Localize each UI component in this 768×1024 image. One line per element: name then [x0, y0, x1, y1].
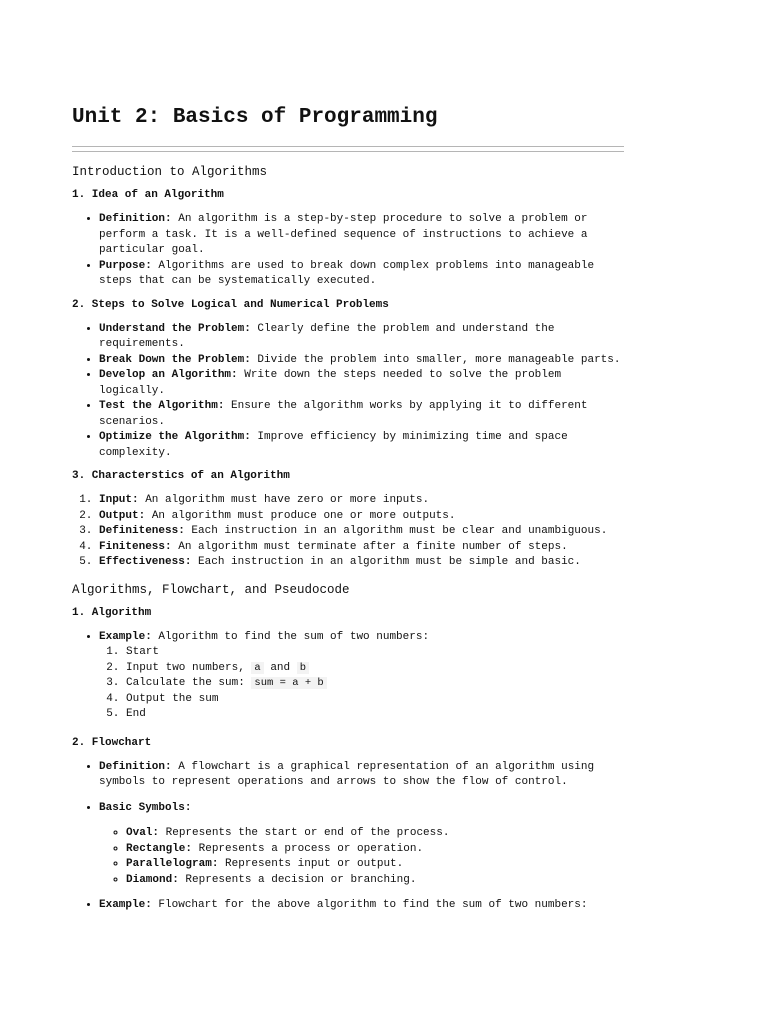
- title-divider-bottom: [72, 151, 624, 152]
- symbols-list: [99, 826, 624, 888]
- item-text: Algorithm to find the sum of two numbers:: [151, 630, 430, 643]
- item-text: Algorithms are used to break down complex problems into manageable steps that can be systematically executed.: [99, 259, 595, 287]
- item-term: Effectiveness:: [99, 556, 192, 568]
- list-item: [99, 368, 624, 399]
- item-text: An algorithm must terminate after a finite number of steps.: [171, 540, 568, 553]
- list-item: [99, 399, 624, 430]
- inline-code: b: [297, 662, 309, 674]
- subheading-flowchart: 2. Flowchart: [72, 736, 152, 749]
- list-item: [99, 259, 624, 290]
- algorithm-step: [126, 692, 624, 708]
- document-content: [72, 104, 624, 914]
- list-item: [99, 540, 624, 556]
- inline-code: sum = a + b: [251, 677, 326, 689]
- subheading-steps: 2. Steps to Solve Logical and Numerical Problems: [72, 298, 389, 311]
- page-title: Unit 2: Basics of Programming: [72, 106, 438, 129]
- item-term: Output:: [99, 509, 146, 522]
- steps-list: [72, 322, 624, 462]
- list-item: [99, 212, 624, 259]
- algorithm-step: [126, 645, 624, 661]
- item-text: An algorithm is a step-by-step procedure to solve a problem or perform a task. It is a well-defined sequence of instructions to achieve a particular goal.: [99, 213, 588, 256]
- list-item: [99, 630, 624, 723]
- step-text: Input two numbers,: [126, 661, 252, 674]
- item-term: Test the Algorithm:: [99, 400, 225, 412]
- step-text: Output the sum: [126, 692, 219, 705]
- item-text: Each instruction in an algorithm must be simple and basic.: [191, 556, 581, 568]
- symbol-item: [126, 857, 624, 873]
- item-text: Represents input or output.: [218, 858, 404, 870]
- item-text: Write down the steps needed to solve the problem logically.: [99, 369, 562, 397]
- item-text: Ensure the algorithm works by applying it to different scenarios.: [99, 400, 588, 428]
- title-divider-top: [72, 146, 624, 147]
- item-text: Flowchart for the above algorithm to find the sum of two numbers:: [151, 899, 588, 911]
- list-item: [99, 430, 624, 461]
- characteristics-list: [72, 493, 624, 571]
- list-item: [99, 555, 624, 571]
- symbol-item: [126, 842, 624, 858]
- list-item: [99, 524, 624, 540]
- item-term: Definiteness:: [99, 525, 185, 537]
- item-term: Finiteness:: [99, 540, 172, 553]
- section-heading-algorithms-flowchart: Algorithms, Flowchart, and Pseudocode: [72, 582, 350, 597]
- item-term: Optimize the Algorithm:: [99, 431, 251, 443]
- step-text: Start: [126, 646, 160, 658]
- item-text: Clearly define the problem and understand the requirements.: [99, 322, 555, 350]
- item-term: Parallelogram:: [126, 858, 219, 870]
- algorithm-step: [126, 707, 624, 723]
- symbol-item: [126, 826, 624, 842]
- list-item: [99, 509, 624, 525]
- step-text: End: [126, 708, 146, 720]
- item-text: Each instruction in an algorithm must be clear and unambiguous.: [184, 525, 608, 537]
- item-term: Example:: [99, 899, 152, 911]
- item-term: Diamond:: [126, 873, 179, 886]
- idea-list: [72, 212, 624, 290]
- item-text: An algorithm must have zero or more inputs.: [138, 494, 430, 506]
- inline-code: a: [251, 662, 263, 674]
- item-text: Improve efficiency by minimizing time and space complexity.: [99, 431, 568, 459]
- item-term: Break Down the Problem:: [99, 353, 251, 366]
- item-term: Definition:: [99, 213, 172, 225]
- list-item: [99, 322, 624, 353]
- item-term: Develop an Algorithm:: [99, 369, 238, 381]
- symbol-item: [126, 873, 624, 889]
- algorithm-steps-list: [99, 645, 624, 723]
- item-term: Purpose:: [99, 259, 152, 272]
- item-term: Example:: [99, 630, 152, 643]
- subheading-algorithm: 1. Algorithm: [72, 606, 152, 619]
- algorithm-example-list: [72, 630, 624, 723]
- item-text: Divide the problem into smaller, more manageable parts.: [250, 353, 621, 366]
- item-text: A flowchart is a graphical representation of an algorithm using symbols to represent operations and arrows to show the flow of control.: [99, 760, 595, 788]
- section-heading-introduction: Introduction to Algorithms: [72, 165, 268, 179]
- subheading-idea-of-algorithm: 1. Idea of an Algorithm: [72, 189, 224, 201]
- algorithm-step: [126, 676, 624, 692]
- item-text: An algorithm must produce one or more outputs.: [145, 509, 456, 522]
- list-item: [99, 493, 624, 509]
- flowchart-list: [72, 760, 624, 914]
- item-term: Oval:: [126, 827, 160, 839]
- list-item: [99, 898, 624, 914]
- item-term: Input:: [99, 494, 139, 506]
- subheading-characteristics: 3. Characterstics of an Algorithm: [72, 470, 290, 482]
- step-text: and: [263, 661, 297, 674]
- list-item: [99, 353, 624, 369]
- item-text: Represents the start or end of the process.: [159, 827, 450, 839]
- item-text: Represents a process or operation.: [192, 842, 424, 855]
- algorithm-step: [126, 661, 624, 677]
- item-text: Represents a decision or branching.: [178, 873, 417, 886]
- item-term: Basic Symbols:: [99, 801, 192, 814]
- list-item: [99, 760, 624, 791]
- item-term: Rectangle:: [126, 842, 193, 855]
- list-item: [99, 801, 624, 889]
- step-text: Calculate the sum:: [126, 677, 252, 689]
- item-term: Definition:: [99, 760, 172, 773]
- item-term: Understand the Problem:: [99, 322, 251, 335]
